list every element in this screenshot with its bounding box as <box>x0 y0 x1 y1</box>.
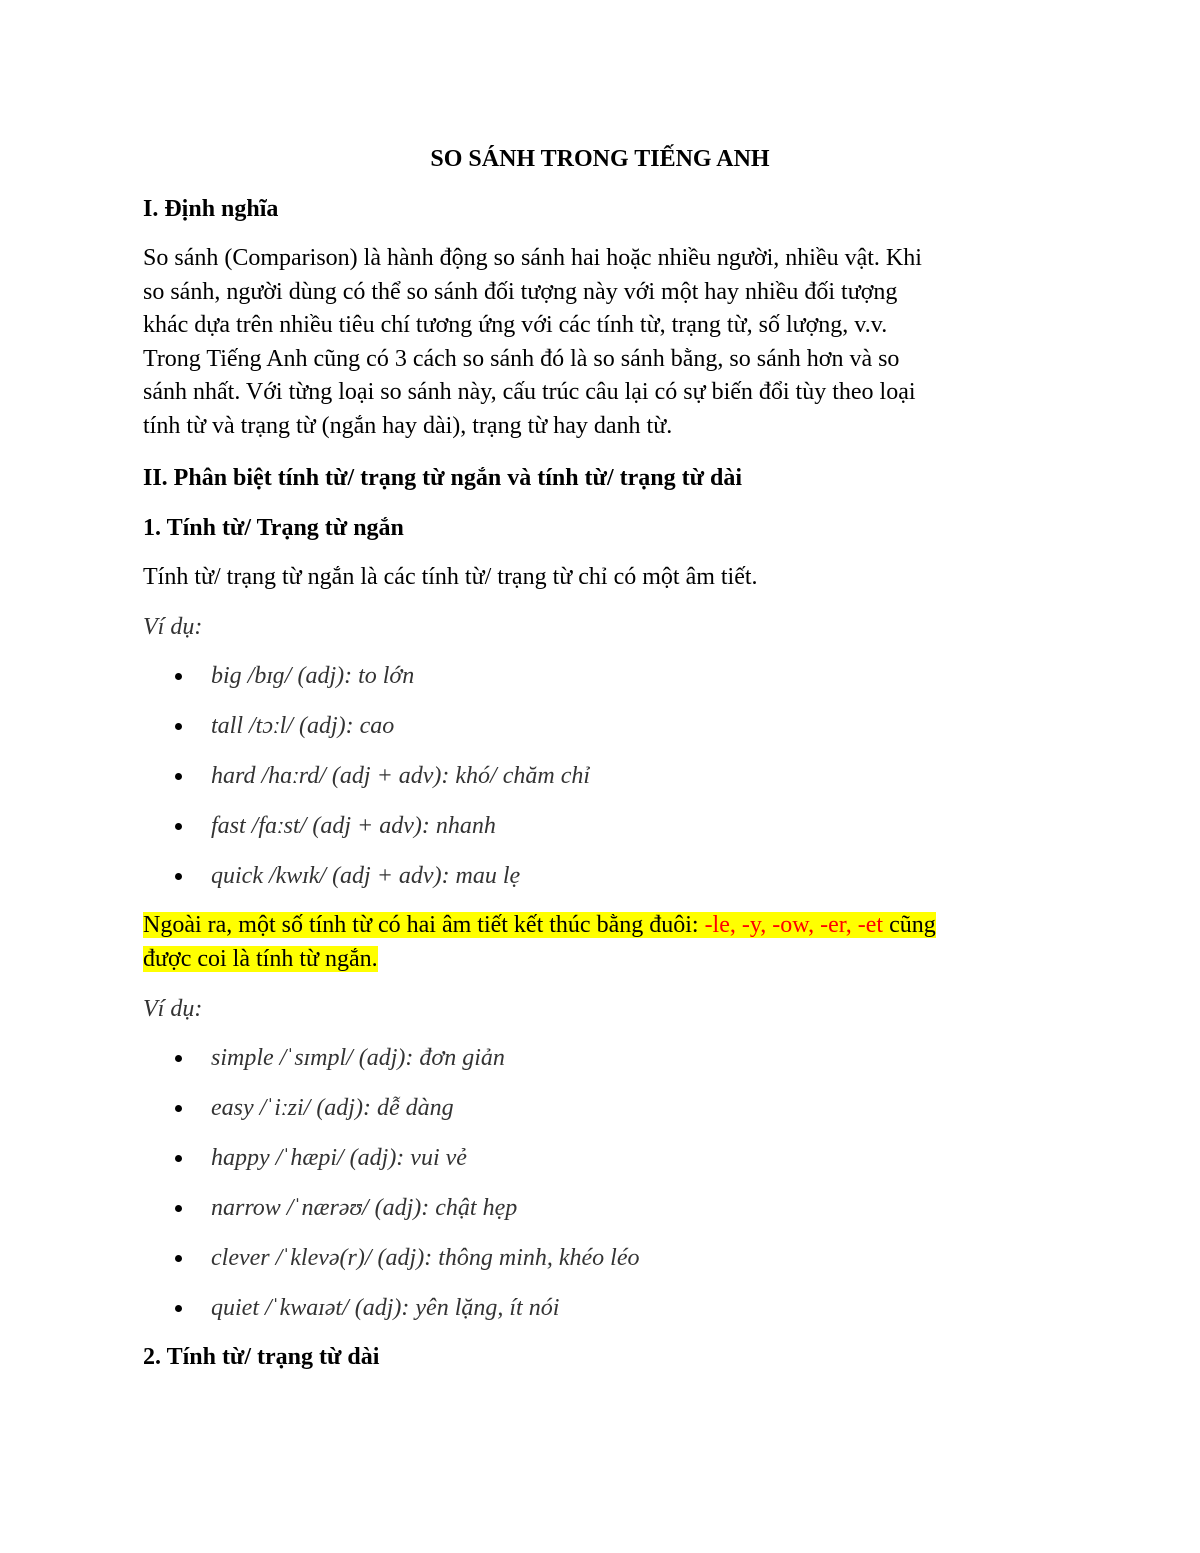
example-text: happy /ˈhæpi/ (adj): vui vẻ <box>211 1145 467 1171</box>
example-text: quick /kwɪk/ (adj + adv): mau lẹ <box>211 863 521 889</box>
paragraph-line: Trong Tiếng Anh cũng có 3 cách so sánh đó là so sánh bằng, so sánh hơn và so <box>143 345 900 372</box>
definition-text: Tính từ/ trạng từ ngắn là các tính từ/ trạng từ chỉ có một âm tiết. <box>143 564 758 590</box>
paragraph-line: So sánh (Comparison) là hành động so sánh hai hoặc nhiều người, nhiều vật. Khi <box>143 245 922 271</box>
note-text-end: cũng <box>883 912 936 938</box>
note-highlight-1 <box>143 912 936 938</box>
example-label-2: Ví dụ: <box>143 996 203 1022</box>
bullet-icon <box>175 1155 182 1162</box>
example-text: fast /fɑːst/ (adj + adv): nhanh <box>211 813 496 839</box>
list-item <box>143 760 590 810</box>
example-text: narrow /ˈnærəʊ/ (adj): chật hẹp <box>211 1195 518 1221</box>
list-item <box>143 810 590 860</box>
bullet-icon <box>175 773 182 780</box>
bullet-icon <box>175 1305 182 1312</box>
note-line-1 <box>143 909 1063 943</box>
bullet-icon <box>175 723 182 730</box>
list-item <box>143 660 590 710</box>
paragraph-line: khác dựa trên nhiều tiêu chí tương ứng với các tính từ, trạng từ, số lượng, v.v. <box>143 312 888 338</box>
definition-paragraph <box>143 242 1063 443</box>
paragraph-line: so sánh, người dùng có thể so sánh đối tượng này với một hay nhiều đối tượng <box>143 278 898 305</box>
example-list-short <box>143 660 590 910</box>
section-heading-distinction: II. Phân biệt tính từ/ trạng từ ngắn và tính từ/ trạng từ dài <box>143 465 743 491</box>
list-item <box>143 710 590 760</box>
bullet-icon <box>175 1255 182 1262</box>
paragraph-line: tính từ và trạng từ (ngắn hay dài), trạng từ hay danh từ. <box>143 412 673 439</box>
section-heading-definition: I. Định nghĩa <box>143 196 279 222</box>
highlighted-note <box>143 909 1063 976</box>
example-text: quiet /ˈkwaɪət/ (adj): yên lặng, ít nói <box>211 1295 560 1321</box>
note-text-line2: được coi là tính từ ngắn. <box>143 945 378 972</box>
list-item <box>143 860 590 910</box>
example-text: easy /ˈiːzi/ (adj): dễ dàng <box>211 1095 454 1121</box>
subsection-heading-long: 2. Tính từ/ trạng từ dài <box>143 1344 380 1370</box>
list-item <box>143 1092 639 1142</box>
subsection-heading-short: 1. Tính từ/ Trạng từ ngắn <box>143 515 404 541</box>
example-text: simple /ˈsɪmpl/ (adj): đơn giản <box>211 1045 505 1071</box>
list-item <box>143 1242 639 1292</box>
list-item <box>143 1292 639 1342</box>
bullet-icon <box>175 673 182 680</box>
note-line-2 <box>143 943 1063 977</box>
example-label: Ví dụ: <box>143 614 203 640</box>
bullet-icon <box>175 823 182 830</box>
example-text: tall /tɔːl/ (adj): cao <box>211 713 395 739</box>
example-text: big /bɪɡ/ (adj): to lớn <box>211 663 415 689</box>
example-list-two-syllable <box>143 1042 639 1342</box>
short-definition <box>143 561 1063 595</box>
list-item <box>143 1142 639 1192</box>
paragraph-line: sánh nhất. Với từng loại so sánh này, cấu trúc câu lại có sự biến đổi tùy theo loại <box>143 379 916 405</box>
bullet-icon <box>175 1205 182 1212</box>
example-text: clever /ˈklevə(r)/ (adj): thông minh, khéo léo <box>211 1245 640 1271</box>
list-item <box>143 1192 639 1242</box>
document-title: SO SÁNH TRONG TIẾNG ANH <box>430 146 770 172</box>
bullet-icon <box>175 1105 182 1112</box>
example-text: hard /hɑːrd/ (adj + adv): khó/ chăm chỉ <box>211 763 591 789</box>
endings-text: -le, -y, -ow, -er, -et <box>704 912 884 938</box>
note-text: Ngoài ra, một số tính từ có hai âm tiết kết thúc bằng đuôi: <box>143 912 705 938</box>
list-item <box>143 1042 639 1092</box>
bullet-icon <box>175 873 182 880</box>
bullet-icon <box>175 1055 182 1062</box>
